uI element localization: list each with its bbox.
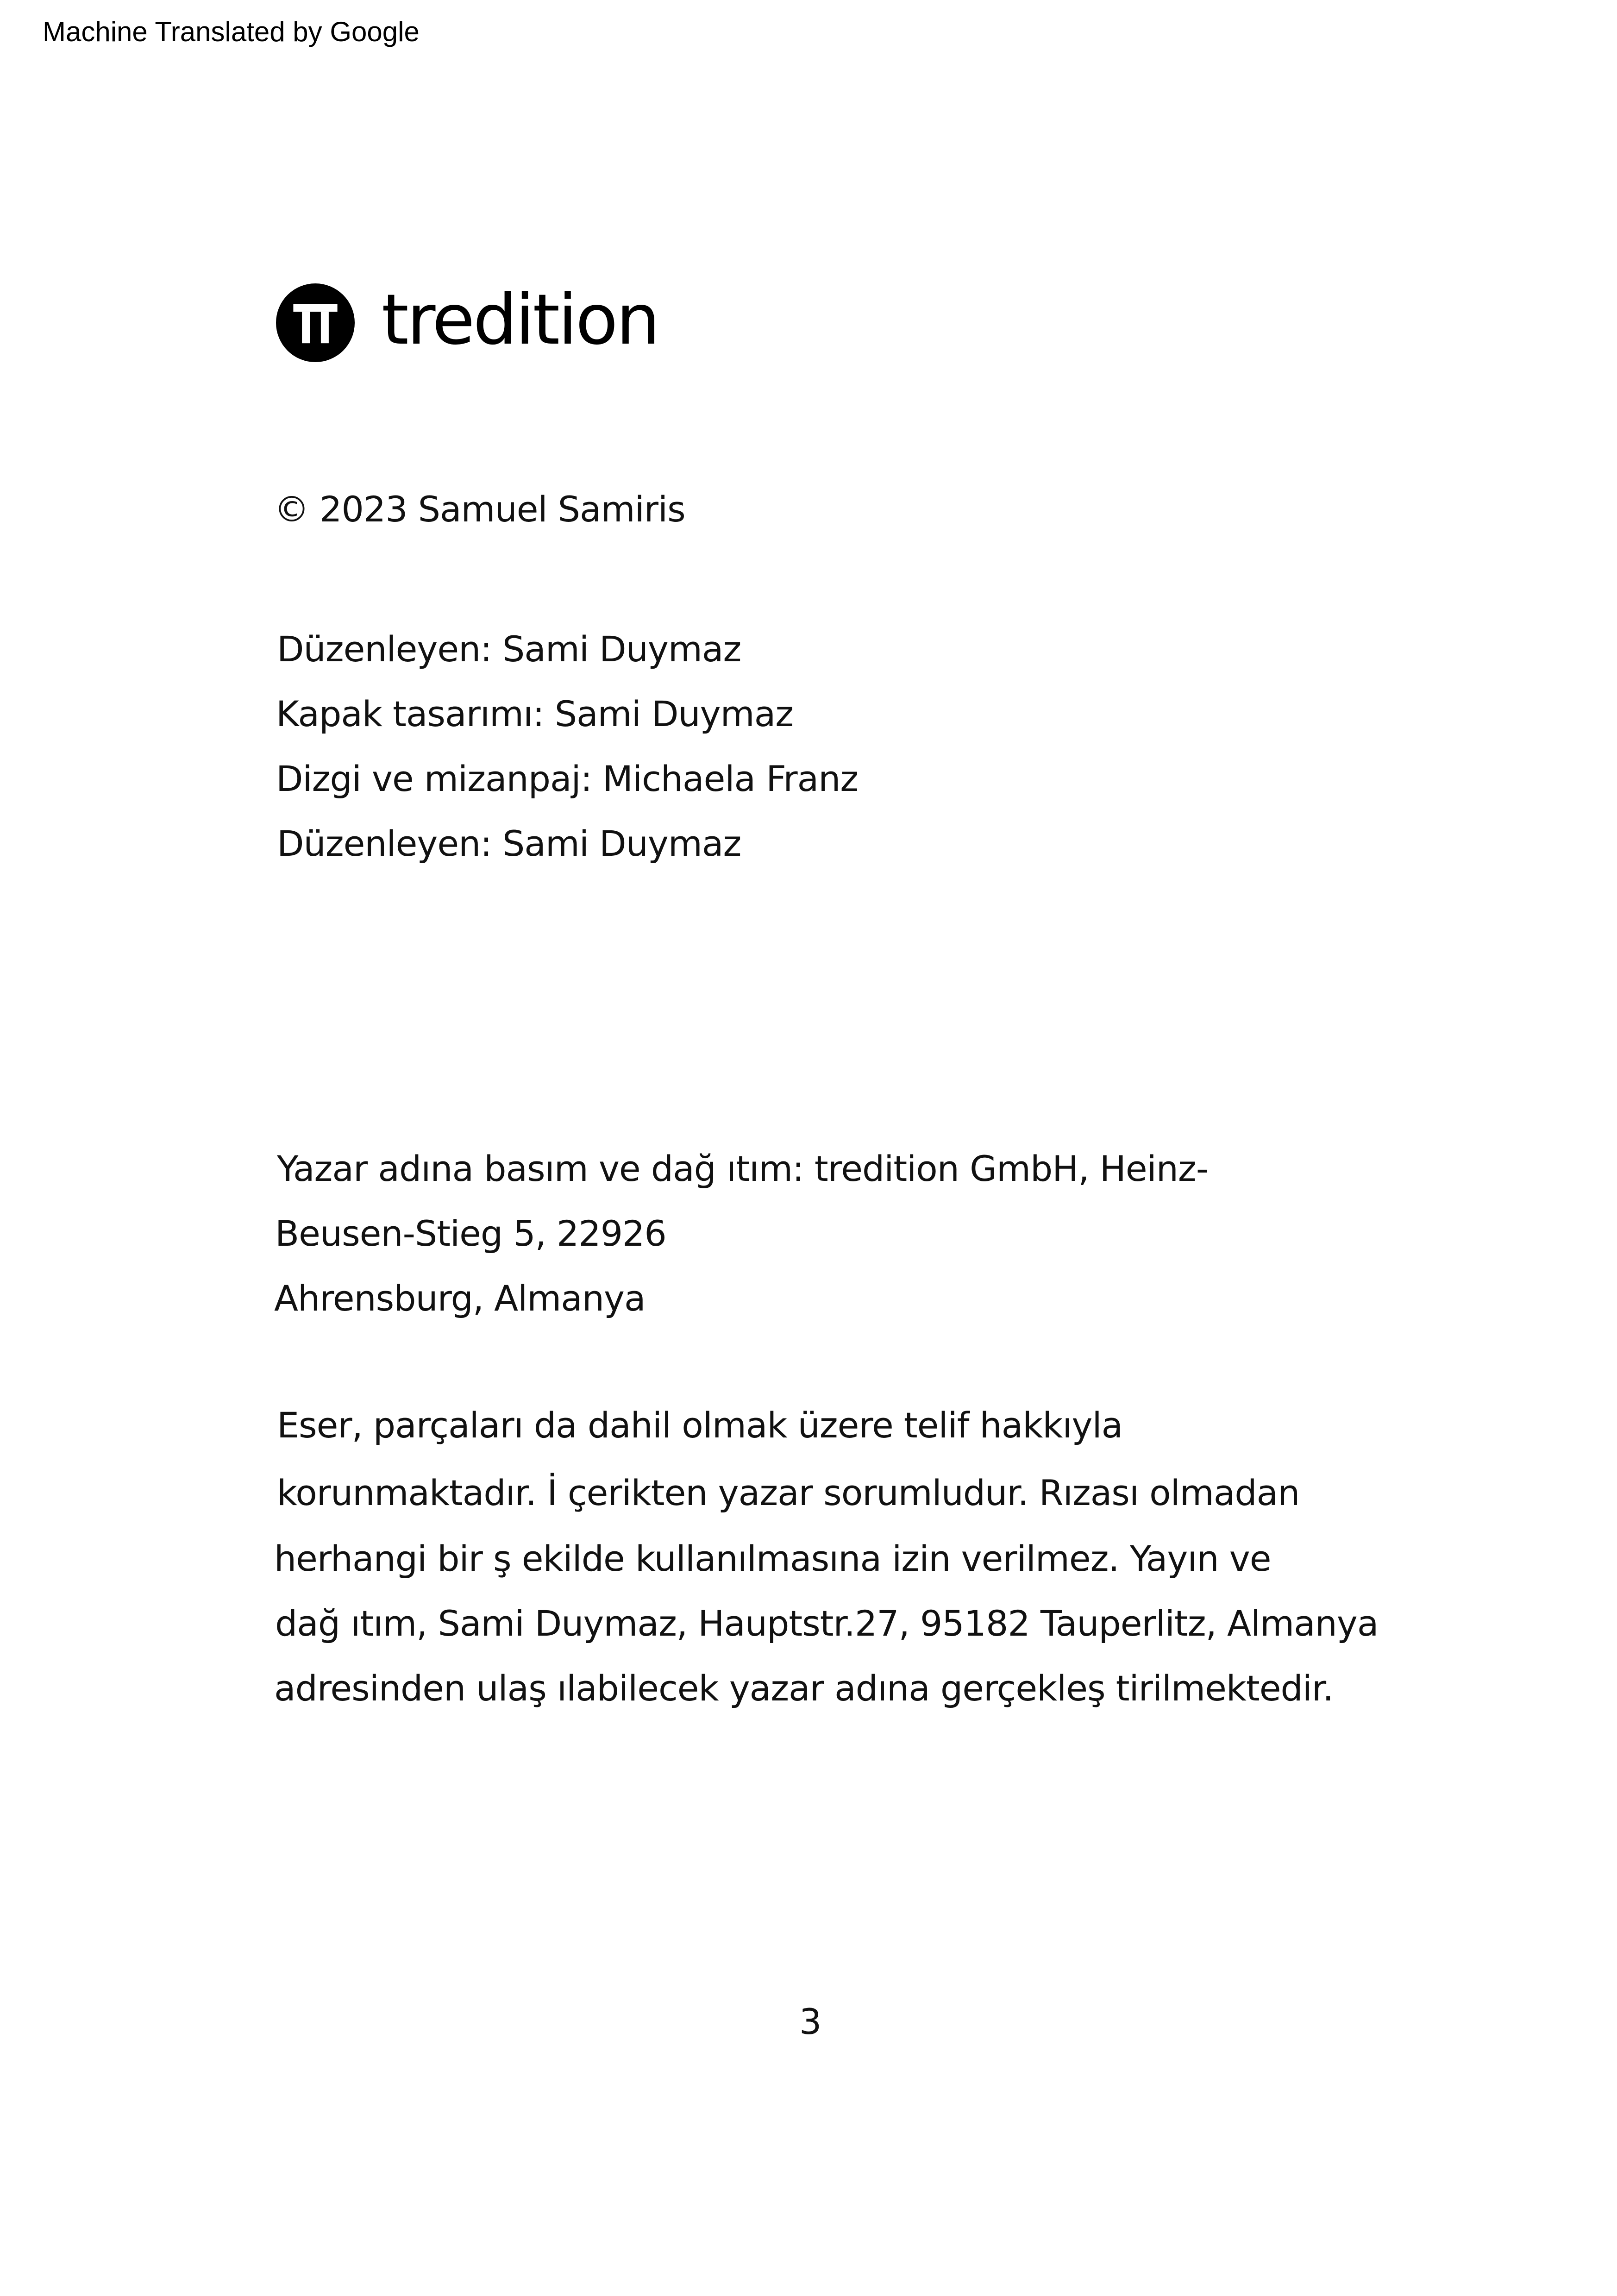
logo-wordmark: tredition bbox=[382, 280, 658, 360]
credit-line: Kapak tasarımı: Sami Duymaz bbox=[276, 693, 794, 734]
copyright-line: © 2023 Samuel Samiris bbox=[274, 489, 685, 530]
publisher-logo bbox=[276, 280, 658, 362]
credit-line: Dizgi ve mizanpaj: Michaela Franz bbox=[276, 758, 859, 799]
rights-line: dağ ıtım, Sami Duymaz, Hauptstr.27, 95182 Tauperlitz, Almanya bbox=[275, 1603, 1379, 1644]
publisher-line: Ahrensburg, Almanya bbox=[274, 1278, 646, 1319]
credit-line: Düzenleyen: Sami Duymaz bbox=[277, 823, 741, 864]
rights-line: herhangi bir ş ekilde kullanılmasına izin verilmez. Yayın ve bbox=[274, 1538, 1271, 1579]
rights-line: korunmaktadır. İ çerikten yazar sorumludur. Rızası olmadan bbox=[277, 1472, 1300, 1513]
publisher-line: Beusen-Stieg 5, 22926 bbox=[275, 1213, 666, 1254]
credit-line: Düzenleyen: Sami Duymaz bbox=[277, 628, 741, 670]
publisher-line: Yazar adına basım ve dağ ıtım: tredition GmbH, Heinz- bbox=[277, 1148, 1209, 1189]
machine-translated-label: Machine Translated by Google bbox=[43, 16, 420, 47]
rights-line: Eser, parçaları da dahil olmak üzere telif hakkıyla bbox=[277, 1405, 1123, 1446]
page-number: 3 bbox=[799, 2001, 822, 2042]
rights-line: adresinden ulaş ılabilecek yazar adına gerçekleş tirilmektedir. bbox=[274, 1668, 1334, 1709]
tredition-logo-icon bbox=[276, 283, 355, 362]
